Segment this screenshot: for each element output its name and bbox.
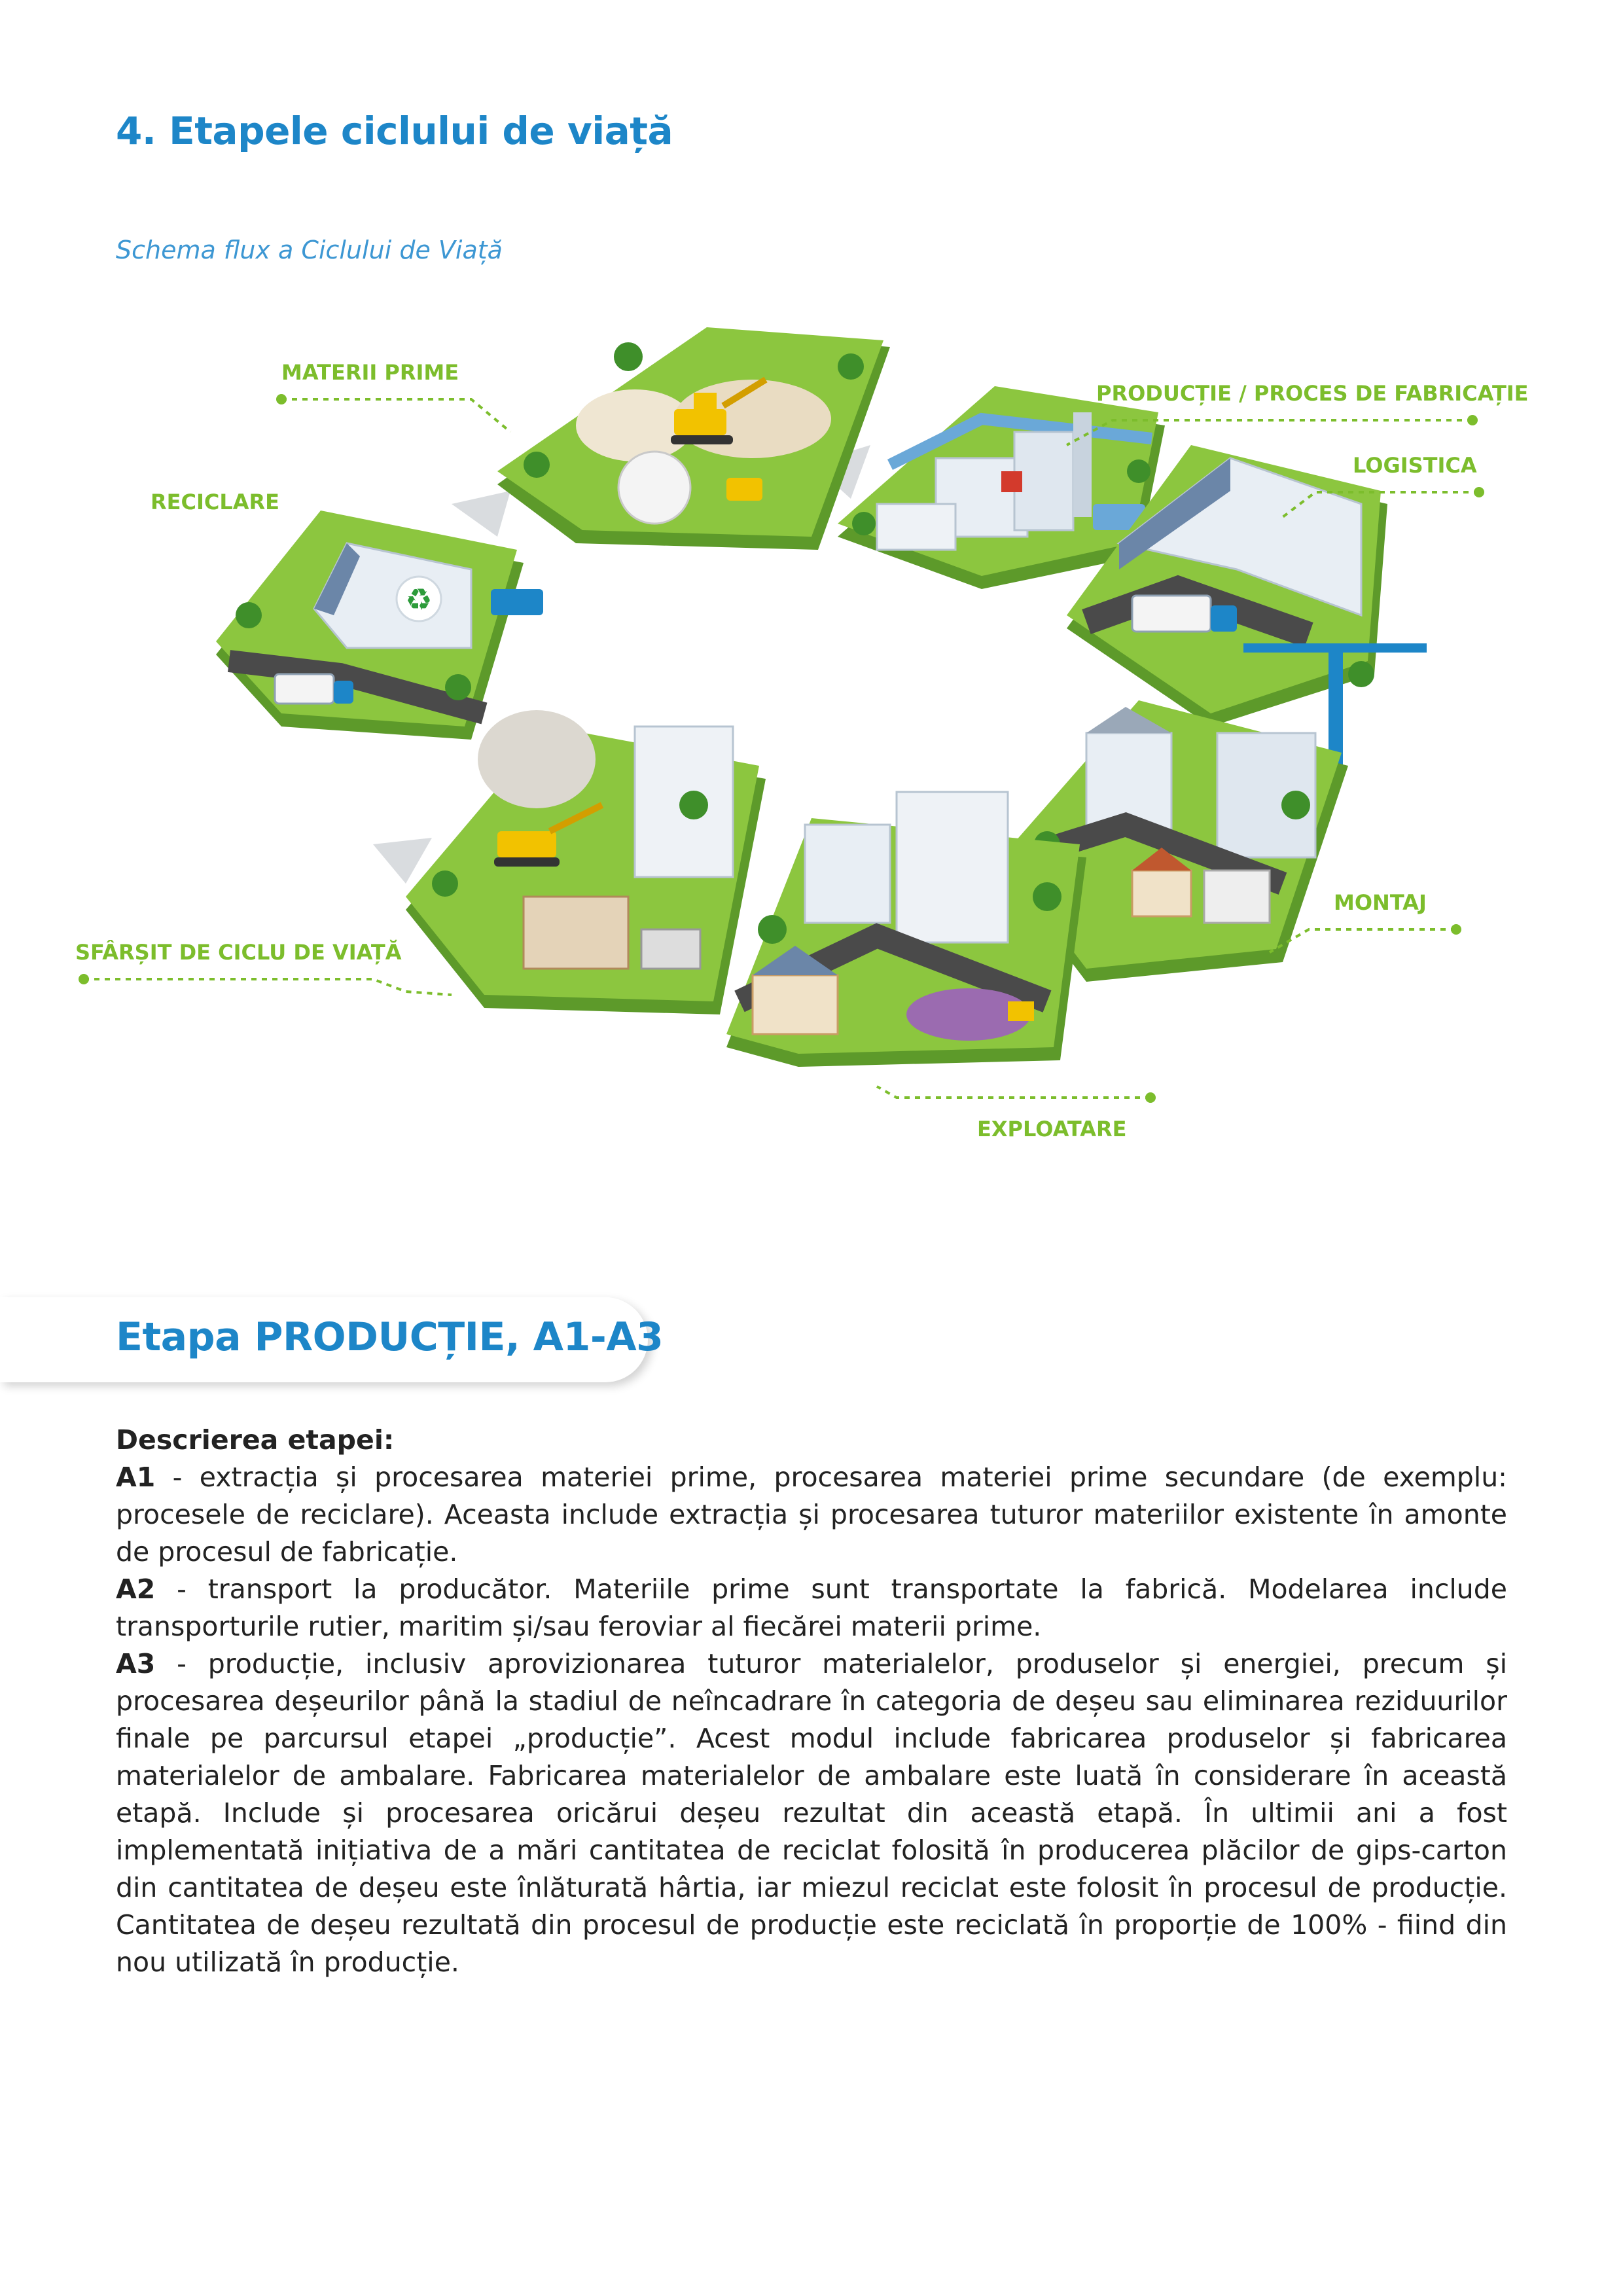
leader-dot	[276, 394, 287, 404]
label-reciclare: RECICLARE	[151, 490, 280, 514]
leader-line	[877, 1086, 1150, 1098]
recycle-icon: ♻	[405, 582, 433, 617]
life-cycle-diagram	[65, 308, 1571, 1172]
life-cycle-illustration	[65, 308, 1571, 1172]
label-productie: PRODUCȚIE / PROCES DE FABRICAȚIE	[1096, 381, 1529, 406]
leader-line	[281, 399, 510, 432]
flow-arrow	[452, 491, 510, 537]
a2-paragraph	[116, 1571, 1507, 1645]
leader-dot	[1474, 487, 1484, 497]
diagram-caption: Schema flux a Ciclului de Viață	[116, 236, 503, 264]
leader-dot	[1145, 1092, 1156, 1103]
a3-text: - producție, inclusiv aprovizionarea tuturor materialelor, produselor și energiei, precum și procesarea deșeurilor până la stadiul de neîncadrare în categoria de deșeu sau eliminarea reziduurilor finale pe parcursul etapei „producție”. Acest modul include fabricarea produselor și fabricarea materialelor de ambalare. Fabricarea materialelor de ambalare este luată în considerare în această etapă. Include și procesarea oricărui deșeu rezultat din această etapă. În ultimii ani a fost implementată inițiativa de a mări cantitatea de reciclat folosită în producerea plăcilor de gips-carton din cantitatea de deșeu este înlăturată hârtia, iar miezul reciclat este folosit în procesul de producție. Cantitatea de deșeu rezultată din procesul de producție este reciclată în proporție de 100% - fiind din nou utilizată în producție.	[116, 1648, 1507, 1978]
a1-paragraph	[116, 1459, 1507, 1571]
label-logistica: LOGISTICA	[1353, 453, 1477, 478]
end-of-life-tile	[406, 710, 766, 1014]
label-montaj: MONTAJ	[1334, 890, 1427, 915]
stage-title: Etapa PRODUCȚIE, A1-A3	[116, 1314, 664, 1360]
quarry-tile	[497, 327, 890, 550]
a3-code: A3	[116, 1648, 156, 1679]
leader-line	[84, 979, 452, 995]
label-exploatare: EXPLOATARE	[977, 1117, 1127, 1141]
label-sfarsit-de-ciclu: SFÂRȘIT DE CICLU DE VIAȚĂ	[75, 940, 402, 965]
leader-dot	[1451, 924, 1461, 935]
label-materii-prime: MATERII PRIME	[281, 360, 459, 385]
description-heading: Descrierea etapei:	[116, 1424, 395, 1456]
recycling-tile	[216, 511, 543, 740]
leader-line	[1270, 929, 1456, 952]
a2-text: - transport la producător. Materiile prime sunt transportate la fabrică. Modelarea include transporturile rutier, maritim și/sau feroviar al fiecărei materii prime.	[116, 1573, 1507, 1642]
page-title: 4. Etapele ciclului de viață	[116, 109, 673, 153]
a1-code: A1	[116, 1462, 156, 1493]
a2-code: A2	[116, 1573, 156, 1605]
a3-paragraph	[116, 1645, 1507, 1981]
leader-dot	[1467, 415, 1478, 425]
a1-text: - extracția și procesarea materiei prime, procesarea materiei prime secundare (de exemplu: procesele de reciclare). Aceasta include extracția și procesarea tuturor materiilor existente în amonte de procesul de fabricație.	[116, 1462, 1507, 1568]
stage-description	[116, 1422, 1507, 1981]
leader-dot	[79, 974, 89, 984]
